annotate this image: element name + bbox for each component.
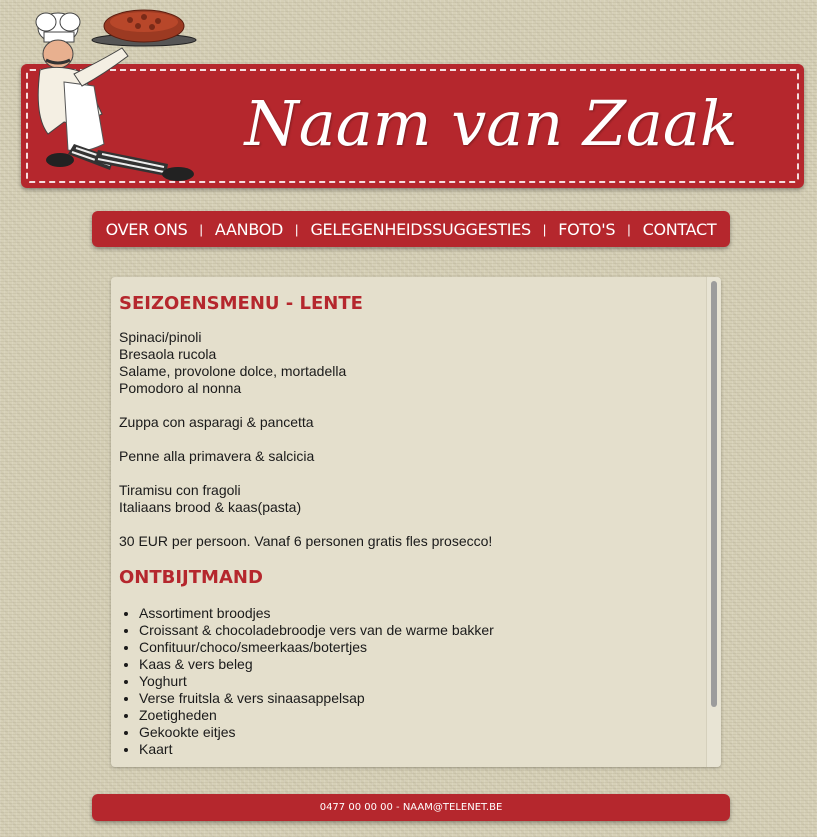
chef-logo-icon: [18, 4, 208, 192]
list-item: • Confituur/choco/smeerkaas/botertjes: [139, 639, 699, 656]
menu-line: Pomodoro al nonna: [119, 380, 242, 396]
menu-line: Bresaola rucola: [119, 346, 217, 362]
menu-line: Penne alla primavera & salcicia: [119, 448, 315, 464]
menu-group-antipasti: [119, 329, 699, 397]
nav-separator: |: [542, 221, 547, 237]
list-item: • Assortiment broodjes: [139, 605, 699, 622]
menu-line: Zuppa con asparagi & pancetta: [119, 414, 314, 430]
menu-price-note: [119, 533, 699, 550]
menu-line: Spinaci/pinoli: [119, 329, 202, 345]
list-item: • Verse fruitsla & vers sinaasappelsap: [139, 690, 699, 707]
content-panel[interactable]: [111, 277, 721, 767]
ontbijtmand-list: [119, 605, 699, 758]
nav-separator: |: [199, 221, 203, 237]
scrollbar-thumb[interactable]: [711, 281, 717, 707]
menu-line: Italiaans brood & kaas(pasta): [119, 499, 302, 515]
footer: [92, 794, 730, 821]
list-item: • Kaart: [139, 741, 699, 758]
menu-line: Salame, provolone dolce, mortadella: [119, 363, 347, 379]
nav-fotos[interactable]: FOTO'S: [558, 219, 616, 239]
list-item: • Yoghurt: [139, 673, 699, 690]
main-navigation: [92, 211, 730, 247]
list-item: • Zoetigheden: [139, 707, 699, 724]
menu-group-dessert: [119, 482, 699, 516]
list-item: • Kaas & vers beleg: [139, 656, 699, 673]
section-heading-ontbijtmand: ONTBIJTMAND: [119, 567, 263, 588]
menu-group-soup: [119, 414, 699, 431]
section-heading-seizoensmenu: SEIZOENSMENU - LENTE: [119, 293, 363, 314]
menu-line: Tiramisu con fragoli: [119, 482, 241, 498]
footer-contact-text[interactable]: 0477 00 00 00 - NAAM@TELENET.BE: [319, 802, 503, 813]
menu-group-pasta: [119, 448, 699, 465]
list-item: • Gekookte eitjes: [139, 724, 699, 741]
price-text: 30 EUR per persoon. Vanaf 6 personen gratis fles prosecco!: [119, 533, 493, 549]
content-body: [119, 287, 699, 758]
site-title[interactable]: Naam van Zaak: [244, 87, 738, 160]
nav-aanbod[interactable]: AANBOD: [214, 219, 284, 239]
nav-over-ons[interactable]: OVER ONS: [105, 219, 188, 239]
list-item: • Croissant & chocoladebroodje vers van de warme bakker: [139, 622, 699, 639]
nav-contact[interactable]: CONTACT: [642, 219, 717, 239]
nav-separator: |: [627, 221, 631, 237]
content-scrollbar[interactable]: [706, 277, 721, 767]
nav-separator: |: [295, 221, 299, 237]
nav-gelegenheidssuggesties[interactable]: GELEGENHEIDSSUGGESTIES: [310, 219, 531, 239]
